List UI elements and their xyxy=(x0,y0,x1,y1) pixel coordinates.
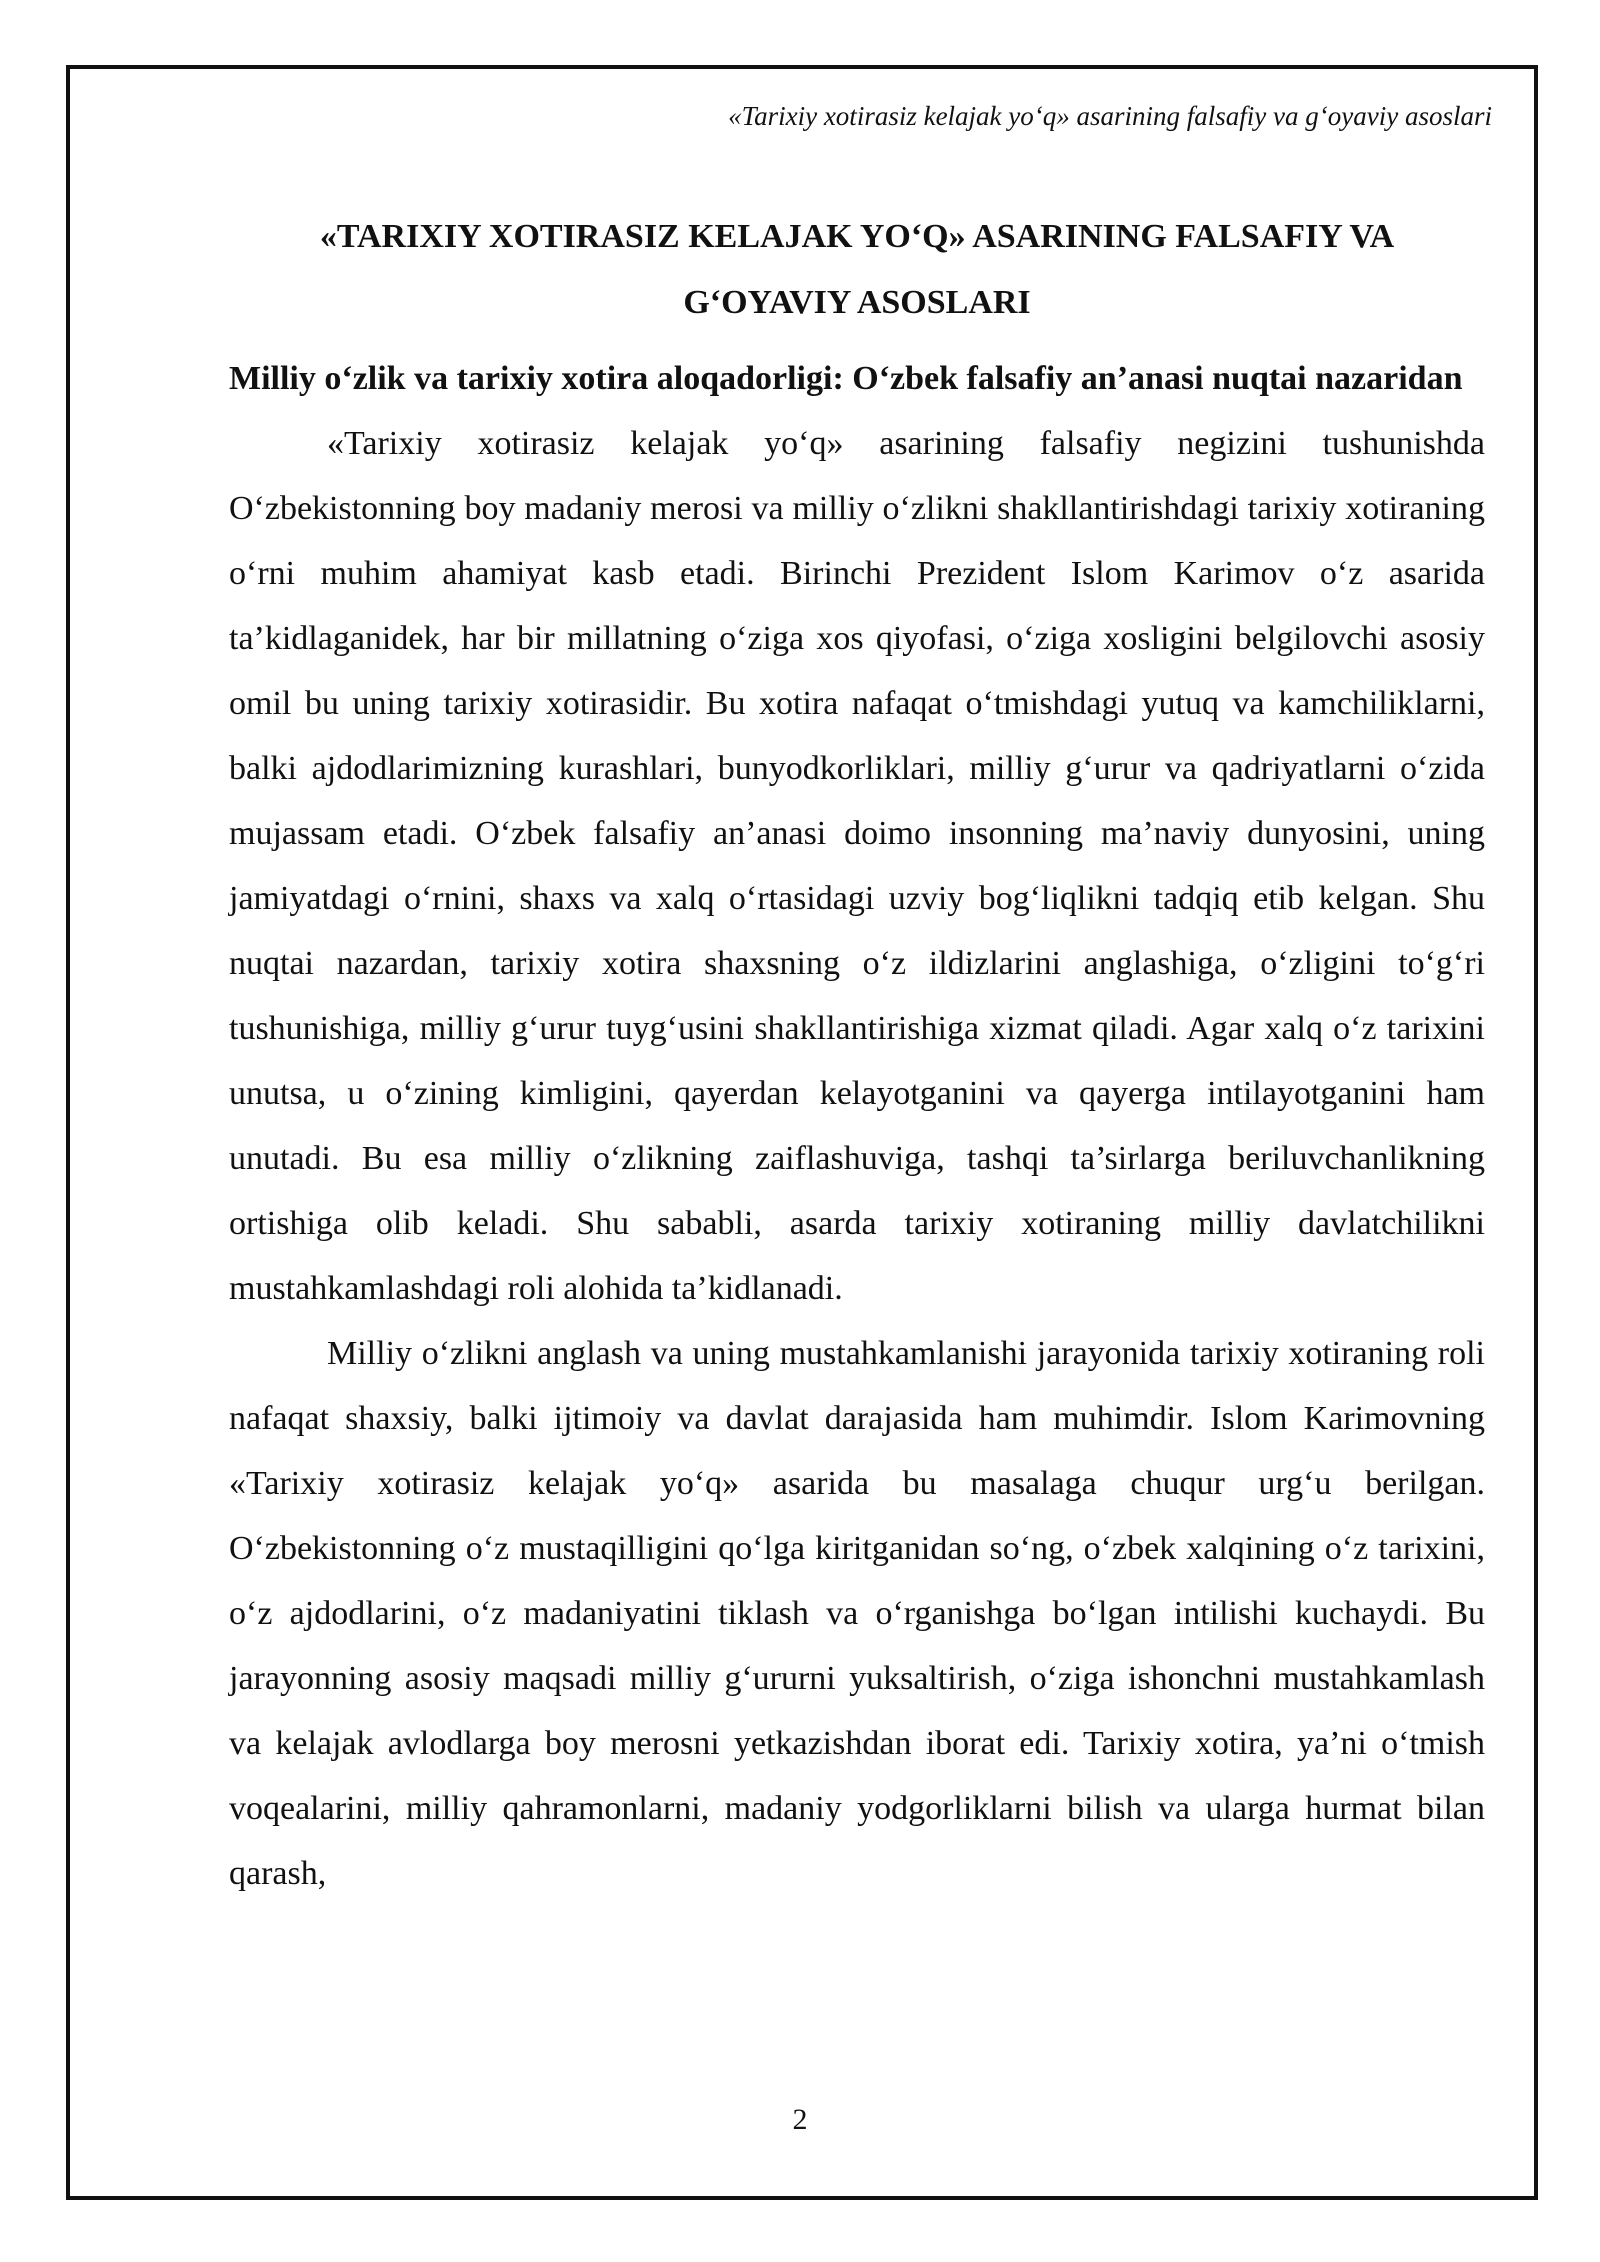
paragraph-1: «Tarixiy xotirasiz kelajak yo‘q» asarining falsafiy negizini tushunishda O‘zbekistonning boy madaniy merosi va milliy o‘zlikni shakllantirishdagi tarixiy xotiraning o‘rni muhim ahamiyat kasb etadi. Birinchi Prezident Islom Karimov o‘z asarida ta’kidlaganidek, har bir millatning o‘ziga xos qiyofasi, o‘ziga xosligini belgilovchi asosiy omil bu uning tarixiy xotirasidir. Bu xotira nafaqat o‘tmishdagi yutuq va kamchiliklarni, balki ajdodlarimizning kurashlari, bunyodkorliklari, milliy g‘urur va qadriyatlarni o‘zida mujassam etadi. O‘zbek falsafiy an’anasi doimo insonning ma’naviy dunyosini, uning jamiyatdagi o‘rnini, shaxs va xalq o‘rtasidagi uzviy bog‘liqlikni tadqiq etib kelgan. Shu nuqtai nazardan, tarixiy xotira shaxsning o‘z ildizlarini anglashiga, o‘zligini to‘g‘ri tushunishiga, milliy g‘urur tuyg‘usini shakllantirishiga xizmat qiladi. Agar xalq o‘z tarixini unutsa, u o‘zining kimligini, qayerdan kelayotganini va qayerga intilayotganini ham unutadi. Bu esa milliy o‘zlikning zaiflashuviga, tashqi ta’sirlarga beriluvchanlikning ortishiga olib keladi. Shu sababli, asarda tarixiy xotiraning milliy davlatchilikni mustahkamlashdagi roli alohida ta’kidlanadi. xyxy=(229,425,1485,1307)
section-heading: Milliy o‘zlik va tarixiy xotira aloqadorligi: O‘zbek falsafiy an’anasi nuqtai nazaridan xyxy=(229,360,1463,397)
running-header: «Tarixiy xotirasiz kelajak yo‘q» asarining falsafiy va g‘oyaviy asoslari xyxy=(728,101,1492,131)
paragraph-2: Milliy o‘zlikni anglash va uning mustahkamlanishi jarayonida tarixiy xotiraning roli nafaqat shaxsiy, balki ijtimoiy va davlat darajasida ham muhimdir. Islom Karimovning «Tarixiy xotirasiz kelajak yo‘q» asarida bu masalaga chuqur urg‘u berilgan. O‘zbekistonning o‘z mustaqilligini qo‘lga kiritganidan so‘ng, o‘zbek xalqining o‘z tarixini, o‘z ajdodlarini, o‘z madaniyatini tiklash va o‘rganishga bo‘lgan intilishi kuchaydi. Bu jarayonning asosiy maqsadi milliy g‘ururni yuksaltirish, o‘ziga ishonchni mustahkamlash va kelajak avlodlarga boy merosni yetkazishdan iborat edi. Tarixiy xotira, ya’ni o‘tmish voqealarini, milliy qahramonlarni, madaniy yodgorliklarni bilish va ularga hurmat bilan qarash, xyxy=(229,1335,1485,1892)
page-number: 2 xyxy=(792,2103,808,2136)
title-line-2: G‘OYAVIY ASOSLARI xyxy=(683,284,1031,321)
title-line-1: «TARIXIY XOTIRASIZ KELAJAK YO‘Q» ASARINING FALSAFIY VA xyxy=(319,218,1395,255)
document-title xyxy=(229,204,1485,336)
document-body xyxy=(229,204,1485,1906)
